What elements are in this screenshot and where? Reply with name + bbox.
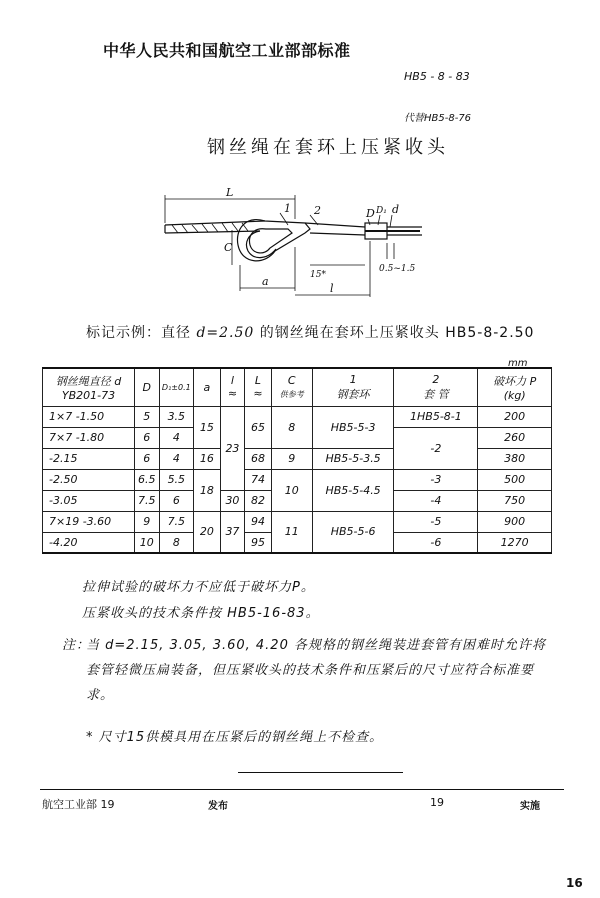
cell-C: 9 <box>271 448 312 469</box>
cell-D1: 4 <box>159 448 194 469</box>
cell-l: 30 <box>220 490 245 511</box>
header-L: L ≈ <box>245 368 272 406</box>
cell-D: 5 <box>135 406 160 427</box>
cell-l: 37 <box>220 511 245 553</box>
cell-ring: HB5-5-6 <box>312 511 394 553</box>
footer-rule <box>40 789 564 790</box>
cell-D: 6 <box>135 427 160 448</box>
label-gap: 0.5~1.5 <box>379 264 416 274</box>
cell-D1: 4 <box>159 427 194 448</box>
specification-table <box>42 367 552 554</box>
standard-code: HB5 - 8 - 83 <box>404 70 470 83</box>
cell-L: 82 <box>245 490 272 511</box>
cell-ring: HB5-5-4.5 <box>312 469 394 511</box>
table-row <box>43 469 552 490</box>
header-D1: D₁±0.1 <box>159 368 194 406</box>
cell-ring: HB5-5-3 <box>312 406 394 448</box>
table-row <box>43 406 552 427</box>
footer-year: 19 <box>430 796 444 809</box>
cell-sleeve: -6 <box>394 532 478 553</box>
cell-d: -2.50 <box>43 469 135 490</box>
label-D1: D₁ <box>376 206 387 216</box>
cell-l: 23 <box>220 406 245 490</box>
cell-D1: 7.5 <box>159 511 194 532</box>
cell-C: 8 <box>271 406 312 448</box>
cell-D1: 8 <box>159 532 194 553</box>
label-d: d <box>392 203 400 216</box>
cell-D: 6 <box>135 448 160 469</box>
replaces-note: 代替HB5-8-76 <box>404 113 472 124</box>
table-header-row <box>43 368 552 406</box>
header-ring: 1 钢套环 <box>312 368 394 406</box>
unit-label: mm <box>508 358 528 369</box>
separator-line <box>238 772 403 773</box>
cell-sleeve: -5 <box>394 511 478 532</box>
cell-d: 7×7 -1.80 <box>43 427 135 448</box>
cell-d: 1×7 -1.50 <box>43 406 135 427</box>
cell-sleeve: -3 <box>394 469 478 490</box>
cell-C: 11 <box>271 511 312 553</box>
cell-L: 68 <box>245 448 272 469</box>
cell-a: 18 <box>194 469 221 511</box>
cell-D: 10 <box>135 532 160 553</box>
header-l: l ≈ <box>220 368 245 406</box>
cell-force: 1270 <box>478 532 552 553</box>
technical-conditions: 压紧收头的技术条件按 HB5-16-83。 <box>82 606 320 621</box>
note-body: 当 d=2.15, 3.05, 3.60, 4.20 各规格的钢丝绳装进套管有困难时允许将套管轻微压扁装备，但压紧收头的技术条件和压紧后的尺寸应符合标准要求。 <box>86 638 546 703</box>
cell-force: 500 <box>478 469 552 490</box>
cell-ring: HB5-5-3.5 <box>312 448 394 469</box>
cell-C: 10 <box>271 469 312 511</box>
cell-a: 20 <box>194 511 221 553</box>
cell-L: 74 <box>245 469 272 490</box>
cell-d: -4.20 <box>43 532 135 553</box>
label-L: L <box>226 186 234 199</box>
cell-L: 65 <box>245 406 272 448</box>
test-requirement: 拉伸试验的破坏力不应低于破坏力P。 <box>82 580 315 595</box>
cell-d: 7×19 -3.60 <box>43 511 135 532</box>
cell-sleeve: -4 <box>394 490 478 511</box>
organization-header: 中华人民共和国航空工业部部标准 <box>103 41 351 60</box>
label-C: C <box>224 241 233 254</box>
footnote: * 尺寸15供模具用在压紧后的钢丝绳上不检查。 <box>86 730 384 745</box>
cell-d: -3.05 <box>43 490 135 511</box>
cell-a: 15 <box>194 406 221 448</box>
cell-force: 260 <box>478 427 552 448</box>
note-label: 注： <box>62 638 91 653</box>
cell-L: 94 <box>245 511 272 532</box>
cell-D: 9 <box>135 511 160 532</box>
label-a: a <box>262 275 269 288</box>
label-l: l <box>330 282 334 295</box>
page-number: 16 <box>566 876 583 890</box>
cell-force: 900 <box>478 511 552 532</box>
designation-example: 标记示例：直径 d=2.50 的钢丝绳在套环上压紧收头 HB5-8-2.50 <box>86 325 535 341</box>
cell-D1: 6 <box>159 490 194 511</box>
table-row <box>43 511 552 532</box>
cell-force: 380 <box>478 448 552 469</box>
cell-D1: 5.5 <box>159 469 194 490</box>
header-C: C 供参考 <box>271 368 312 406</box>
cell-d: -2.15 <box>43 448 135 469</box>
label-D: D <box>366 207 375 220</box>
document-title: 钢丝绳在套环上压紧收头 <box>207 137 449 158</box>
cell-sleeve: 1HB5-8-1 <box>394 406 478 427</box>
label-2: 2 <box>314 204 321 217</box>
header-break-force: 破坏力 P (kg) <box>478 368 552 406</box>
cell-D: 6.5 <box>135 469 160 490</box>
header-sleeve: 2 套 管 <box>394 368 478 406</box>
header-a: a <box>194 368 221 406</box>
cell-D1: 3.5 <box>159 406 194 427</box>
cell-D: 7.5 <box>135 490 160 511</box>
footer-issued: 发布 <box>208 801 228 812</box>
header-D: D <box>135 368 160 406</box>
cell-a: 16 <box>194 448 221 469</box>
label-15: 15* <box>310 270 326 280</box>
cell-L: 95 <box>245 532 272 553</box>
cell-force: 750 <box>478 490 552 511</box>
cell-force: 200 <box>478 406 552 427</box>
header-rope-diameter: 钢丝绳直径 d YB201-73 <box>43 368 135 406</box>
label-1: 1 <box>284 202 291 215</box>
note-block <box>62 633 552 708</box>
footer-issuer: 航空工业部 19 <box>42 798 115 811</box>
assembly-drawing <box>160 185 430 300</box>
footer-effective: 实施 <box>520 801 540 812</box>
cell-sleeve: -2 <box>394 427 478 469</box>
